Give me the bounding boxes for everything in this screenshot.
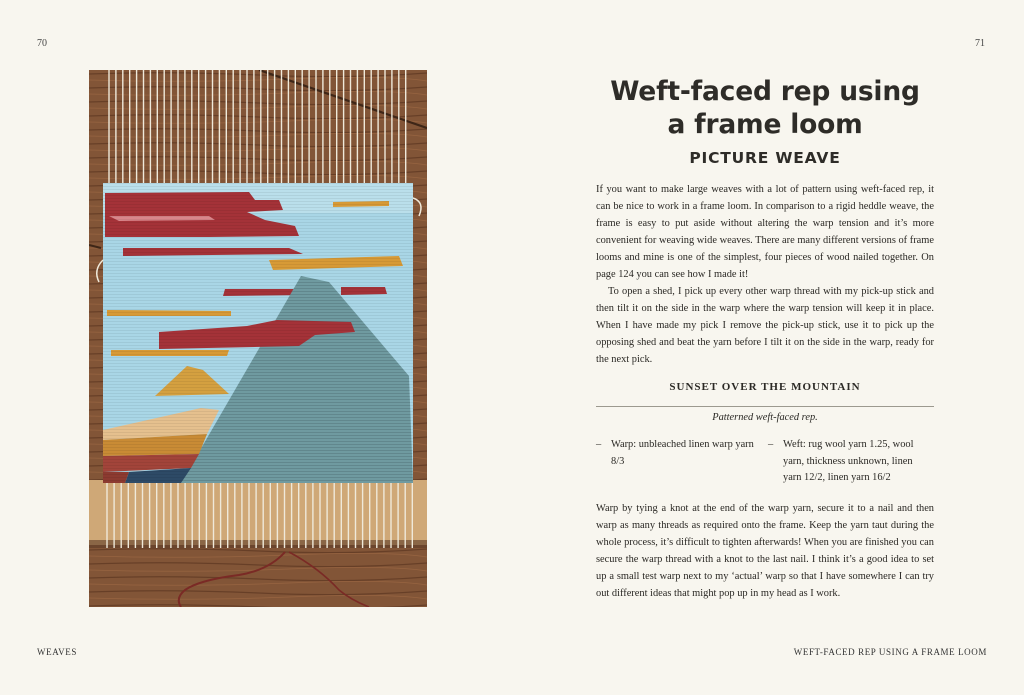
tapestry <box>103 183 413 483</box>
heading-divider <box>596 406 934 407</box>
paragraph: Warp by tying a knot at the end of the warp yarn, secure it to a nail and then warp as many threads as required onto the frame. Keep the yarn taut during the whole process, it’s difficult to tighten afterwards! When you are finished you can secure the warp thread with a knot to the last nail. I think it’s a good idea to set up a small test warp next to my ‘actual’ warp so that I have somewhere I can try out different ideas that might pop up in my head as I work. <box>596 503 934 599</box>
material-text: Warp: unbleached linen warp yarn 8/3 <box>611 439 754 467</box>
material-item-warp <box>596 437 769 470</box>
page-number-right: 71 <box>975 38 985 49</box>
running-footer-left: WEAVES <box>37 647 77 657</box>
technique-label: Patterned weft-faced rep. <box>712 412 818 423</box>
material-item-weft <box>768 437 933 487</box>
material-text: Weft: rug wool yarn 1.25, wool yarn, thickness unknown, linen yarn 12/2, linen yarn 16/2 <box>783 439 914 483</box>
list-dash: – <box>768 439 774 450</box>
project-heading: SUNSET OVER THE MOUNTAIN <box>669 381 861 393</box>
paragraph: If you want to make large weaves with a lot of pattern using weft-faced rep, it can be nice to work in a frame loom. In comparison to a rigid heddle weave, the frame is easy to put aside without altering the warp tension and it’s more convenient for weaving wide weaves. There are many different versions of frame looms and mine is one of the simplest, four pieces of wood nailed together. On page 124 you can see how I made it! <box>596 184 934 280</box>
instructions-text <box>596 500 934 602</box>
article-subtitle: PICTURE WEAVE <box>689 149 841 167</box>
woven-tapestry-photo <box>89 70 427 607</box>
paragraph: To open a shed, I pick up every other warp thread with my pick-up stick and then tilt it on the side in the warp where the warp tension will keep it in place. When I have made my pick I remove the pick-up stick, use it to pick up the opposing shed and beat the yarn before I tilt it on the side in the warp, ready for the next pick. <box>596 286 934 365</box>
tapestry-weft-texture <box>103 183 413 483</box>
title-line-1: Weft-faced rep using <box>610 76 920 107</box>
intro-text <box>596 181 934 368</box>
article-title <box>596 75 934 141</box>
title-line-2: a frame loom <box>667 109 863 140</box>
list-dash: – <box>596 439 602 450</box>
running-footer-right: WEFT-FACED REP USING A FRAME LOOM <box>793 647 987 657</box>
page-number-left: 70 <box>37 38 47 49</box>
